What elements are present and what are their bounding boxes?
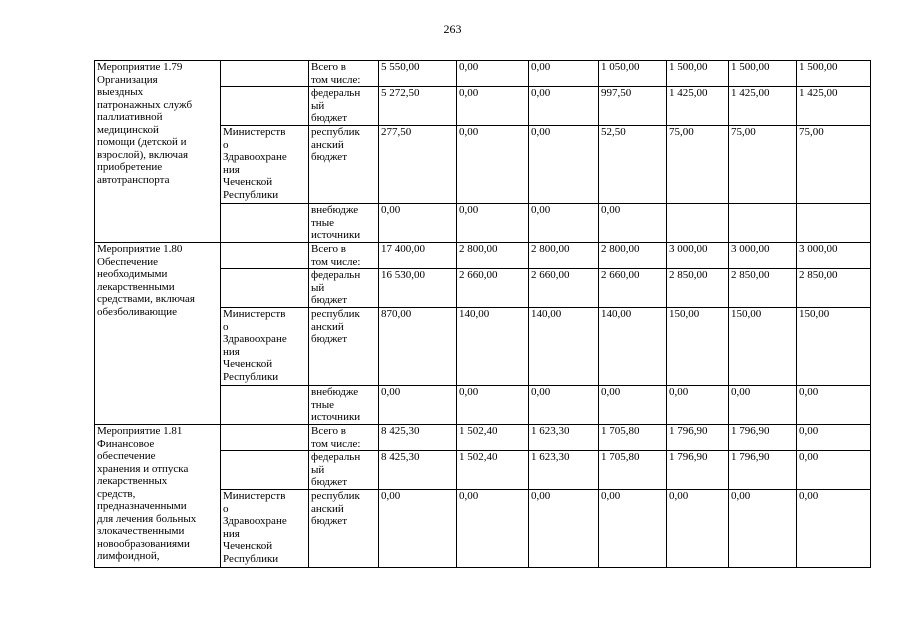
value-cell: 150,00 <box>729 308 797 386</box>
value-cell: 1 796,90 <box>729 451 797 490</box>
value-cell: 1 502,40 <box>457 451 529 490</box>
funding-source: Всего в том числе: <box>309 61 379 87</box>
value-cell: 0,00 <box>379 386 457 425</box>
value-cell: 0,00 <box>457 126 529 204</box>
value-cell: 75,00 <box>729 126 797 204</box>
value-cell: 1 623,30 <box>529 425 599 451</box>
value-cell: 16 530,00 <box>379 269 457 308</box>
funding-source: республик анский бюджет <box>309 126 379 204</box>
value-cell: 0,00 <box>599 386 667 425</box>
value-cell: 140,00 <box>529 308 599 386</box>
executor-cell <box>221 204 309 243</box>
value-cell: 0,00 <box>599 490 667 568</box>
funding-source: внебюдже тные источники <box>309 386 379 425</box>
value-cell: 1 425,00 <box>667 87 729 126</box>
value-cell: 150,00 <box>667 308 729 386</box>
value-cell: 2 800,00 <box>599 243 667 269</box>
value-cell: 8 425,30 <box>379 425 457 451</box>
value-cell: 997,50 <box>599 87 667 126</box>
value-cell: 0,00 <box>797 451 871 490</box>
value-cell: 0,00 <box>729 386 797 425</box>
funding-source: федеральн ый бюджет <box>309 269 379 308</box>
funding-source: федеральн ый бюджет <box>309 87 379 126</box>
value-cell: 2 800,00 <box>457 243 529 269</box>
funding-source: внебюдже тные источники <box>309 204 379 243</box>
value-cell: 0,00 <box>599 204 667 243</box>
value-cell: 1 796,90 <box>667 425 729 451</box>
value-cell: 0,00 <box>457 490 529 568</box>
value-cell: 870,00 <box>379 308 457 386</box>
value-cell: 5 550,00 <box>379 61 457 87</box>
executor-cell <box>221 451 309 490</box>
value-cell: 3 000,00 <box>667 243 729 269</box>
value-cell: 5 272,50 <box>379 87 457 126</box>
value-cell: 75,00 <box>797 126 871 204</box>
value-cell: 1 796,90 <box>729 425 797 451</box>
value-cell: 0,00 <box>379 204 457 243</box>
value-cell: 0,00 <box>457 87 529 126</box>
value-cell: 140,00 <box>457 308 529 386</box>
value-cell <box>729 204 797 243</box>
value-cell: 0,00 <box>667 490 729 568</box>
funding-source: Всего в том числе: <box>309 243 379 269</box>
value-cell: 1 796,90 <box>667 451 729 490</box>
value-cell: 1 425,00 <box>729 87 797 126</box>
executor-cell <box>221 243 309 269</box>
value-cell: 140,00 <box>599 308 667 386</box>
value-cell: 0,00 <box>667 386 729 425</box>
value-cell: 0,00 <box>529 61 599 87</box>
value-cell: 0,00 <box>729 490 797 568</box>
funding-source: республик анский бюджет <box>309 490 379 568</box>
value-cell: 2 850,00 <box>729 269 797 308</box>
value-cell: 52,50 <box>599 126 667 204</box>
executor-cell <box>221 61 309 87</box>
value-cell: 277,50 <box>379 126 457 204</box>
value-cell: 75,00 <box>667 126 729 204</box>
value-cell: 2 850,00 <box>797 269 871 308</box>
executor-cell: Министерств о Здравоохране ния Чеченской Республики <box>221 126 309 204</box>
value-cell: 3 000,00 <box>729 243 797 269</box>
value-cell: 0,00 <box>797 490 871 568</box>
value-cell: 0,00 <box>797 425 871 451</box>
executor-cell: Министерств о Здравоохране ния Чеченской Республики <box>221 490 309 568</box>
value-cell <box>797 204 871 243</box>
table-row <box>95 61 871 87</box>
table-row <box>95 425 871 451</box>
value-cell: 2 850,00 <box>667 269 729 308</box>
value-cell: 0,00 <box>529 126 599 204</box>
value-cell: 2 800,00 <box>529 243 599 269</box>
value-cell: 0,00 <box>529 386 599 425</box>
value-cell <box>667 204 729 243</box>
measure-title: Мероприятие 1.80 Обеспечение необходимыми лекарственными средствами, включая обезболивающие <box>95 243 221 425</box>
value-cell: 0,00 <box>457 204 529 243</box>
executor-cell <box>221 425 309 451</box>
executor-cell: Министерств о Здравоохране ния Чеченской Республики <box>221 308 309 386</box>
value-cell: 1 500,00 <box>667 61 729 87</box>
page-number: 263 <box>443 22 462 36</box>
value-cell: 0,00 <box>797 386 871 425</box>
value-cell: 0,00 <box>529 204 599 243</box>
value-cell: 2 660,00 <box>457 269 529 308</box>
measure-title: Мероприятие 1.81 Финансовое обеспечение хранения и отпуска лекарственных средств, предназначенными для лечения больных злокачественными новообразованиями лимфоидной, <box>95 425 221 568</box>
budget-table <box>94 60 871 568</box>
value-cell: 1 500,00 <box>729 61 797 87</box>
value-cell: 1 705,80 <box>599 451 667 490</box>
value-cell: 0,00 <box>457 61 529 87</box>
funding-source: Всего в том числе: <box>309 425 379 451</box>
executor-cell <box>221 87 309 126</box>
value-cell: 150,00 <box>797 308 871 386</box>
value-cell: 8 425,30 <box>379 451 457 490</box>
value-cell: 1 705,80 <box>599 425 667 451</box>
executor-cell <box>221 269 309 308</box>
table-row <box>95 243 871 269</box>
value-cell: 1 623,30 <box>529 451 599 490</box>
value-cell: 17 400,00 <box>379 243 457 269</box>
value-cell: 3 000,00 <box>797 243 871 269</box>
value-cell: 1 050,00 <box>599 61 667 87</box>
funding-source: федеральн ый бюджет <box>309 451 379 490</box>
value-cell: 0,00 <box>529 87 599 126</box>
value-cell: 1 500,00 <box>797 61 871 87</box>
value-cell: 0,00 <box>457 386 529 425</box>
executor-cell <box>221 386 309 425</box>
value-cell: 2 660,00 <box>599 269 667 308</box>
measure-title: Мероприятие 1.79 Организация выездных патронажных служб паллиативной медицинской помощи (детской и взрослой), включая приобретение автотранспорта <box>95 61 221 243</box>
value-cell: 1 425,00 <box>797 87 871 126</box>
value-cell: 1 502,40 <box>457 425 529 451</box>
value-cell: 2 660,00 <box>529 269 599 308</box>
value-cell: 0,00 <box>379 490 457 568</box>
value-cell: 0,00 <box>529 490 599 568</box>
funding-source: республик анский бюджет <box>309 308 379 386</box>
